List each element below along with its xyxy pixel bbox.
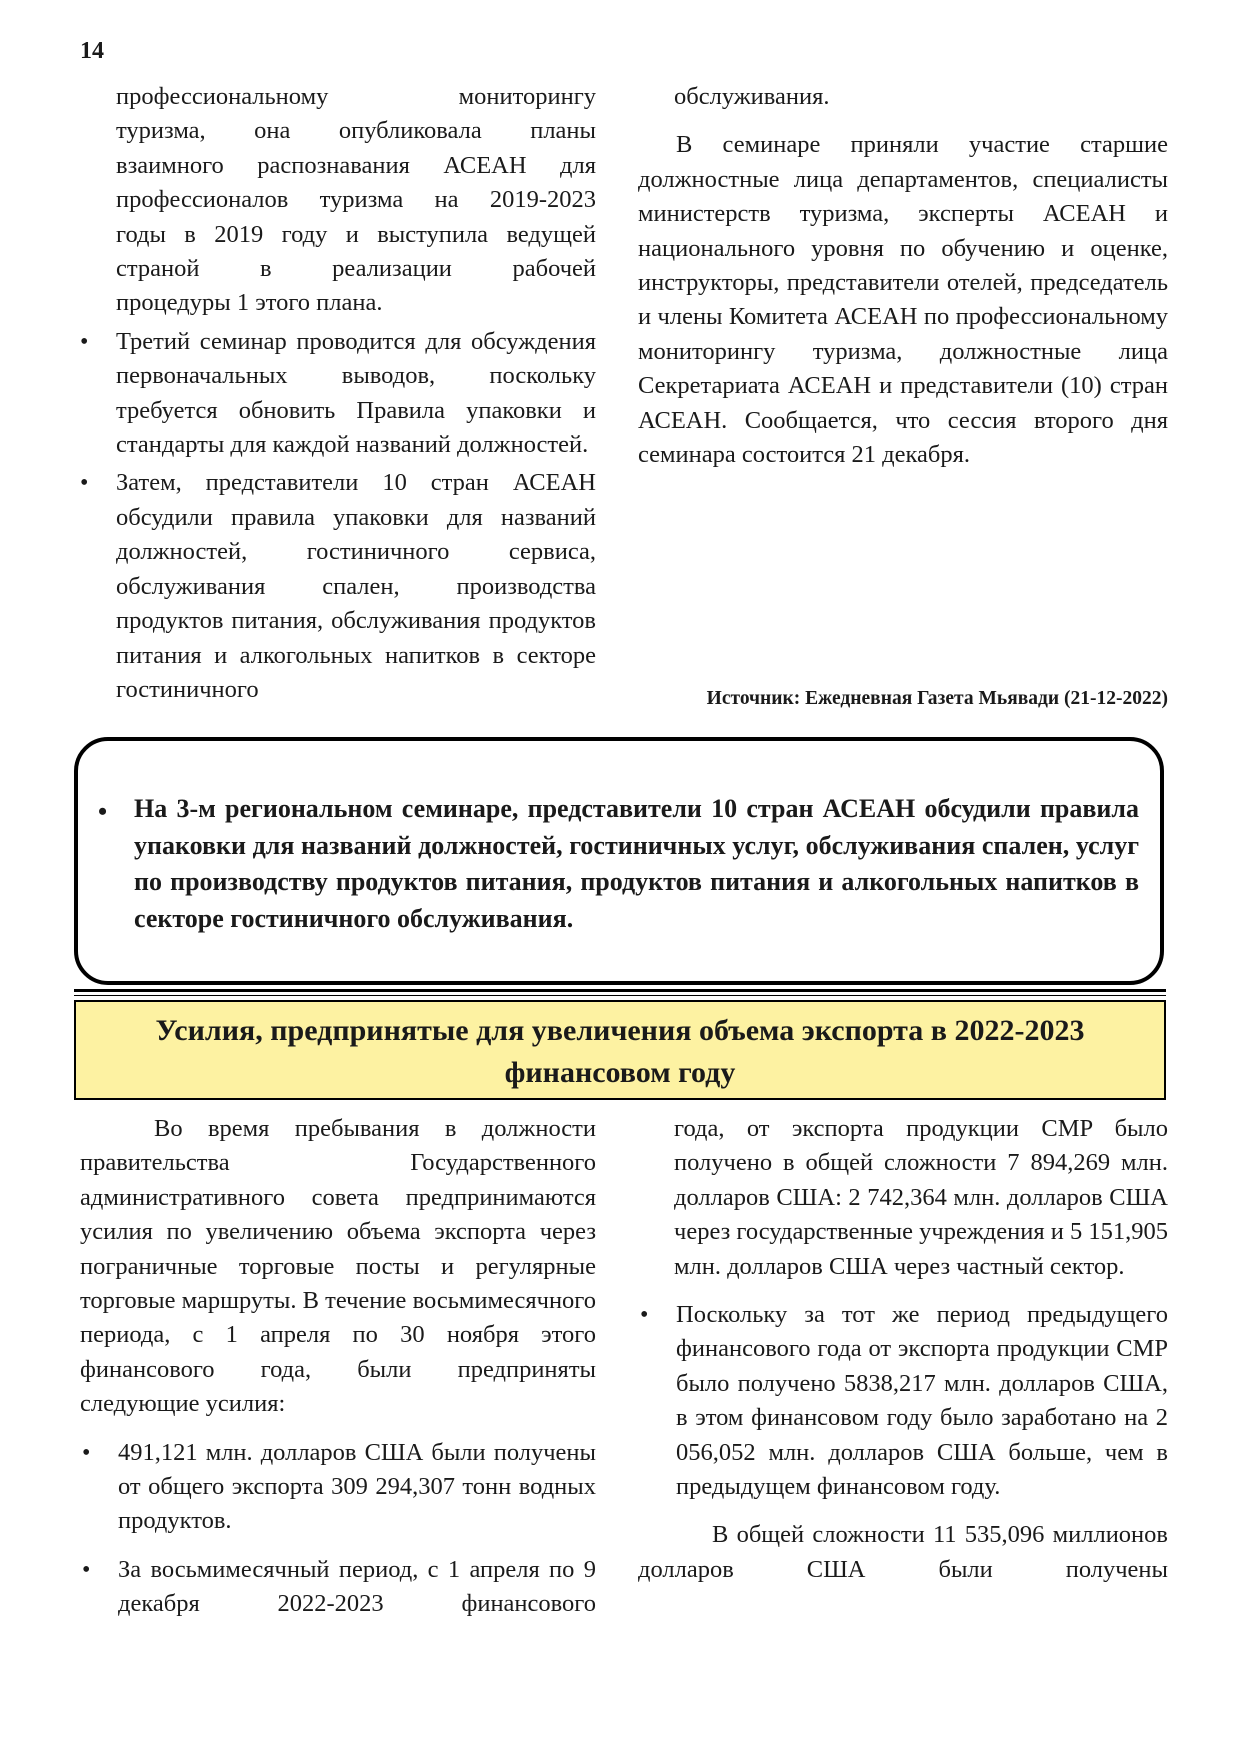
intro-line: процедуры 1 этого плана. — [116, 289, 383, 317]
continuation-paragraph: года, от экспорта продукции CMP было получено в общей сложности 7 894,269 млн. долларов США: 2 742,364 млн. долларов США через государственные учреждения и 5 151,905 млн. долларов США через частный сектор. — [674, 1115, 1168, 1280]
paragraph: Во время пребывания в должности правительства Государственного административного совета предпринимаются усилия по увеличению объема экспорта через пограничные торговые посты и регулярные торговые маршруты. В течение восьмимесячного периода, с 1 апреля по 30 ноября этого финансового года, были предприняты следующие усилия: — [80, 1115, 596, 1418]
section-title — [74, 1000, 1166, 1100]
section-title-line: финансовом году — [504, 1056, 736, 1089]
bullet-list — [78, 325, 596, 707]
list-item: • Затем, представители 10 стран АСЕАН обсудили правила упаковки для названий должностей, гостиничного сервиса, обслуживания спален, производства продуктов питания, обслуживания продуктов питания и алкогольных напитков в секторе гостиничного — [78, 466, 596, 707]
section-title-line: Усилия, предпринятые для увеличения объема экспорта в 2022-2023 — [155, 1014, 1085, 1047]
highlight-text: На 3-м региональном семинаре, представители 10 стран АСЕАН обсудили правила упаковки для названий должностей, гостиничных услуг, обслуживания спален, услуг по производству продуктов питания, продуктов питания и алкогольных напитков в секторе гостиничного обслуживания. — [134, 794, 1139, 933]
highlight-box — [74, 737, 1164, 985]
list-item: • 491,121 млн. долларов США были получены от общего экспорта 309 294,307 тонн водных продуктов. — [80, 1436, 596, 1539]
divider — [74, 995, 1166, 996]
intro-line: туризма, она опубликовала планы — [116, 117, 596, 145]
intro-line: профессиональному мониторингу — [116, 83, 596, 110]
bullet-icon: • — [98, 797, 108, 826]
page-number: 14 — [80, 38, 104, 64]
list-item: • Третий семинар проводится для обсуждения первоначальных выводов, поскольку требуется обновить Правила упаковки и стандарты для каждой названий должностей. — [78, 325, 596, 463]
bottom-left-column — [80, 1112, 596, 1622]
bullet-list — [638, 1298, 1168, 1504]
intro-line: годы в 2019 году и выступила ведущей — [116, 220, 596, 248]
intro-line: взаимного распознавания АСЕАН для — [116, 151, 596, 179]
divider — [74, 989, 1166, 992]
source-credit: Источник: Ежедневная Газета Мьявади (21-12-2022) — [706, 688, 1168, 709]
bottom-right-column — [638, 1112, 1168, 1587]
paragraph: В общей сложности 11 535,096 миллионов долларов США были получены — [638, 1521, 1168, 1583]
intro-line: страной в реализации рабочей — [116, 255, 596, 283]
intro-line: профессионалов туризма на 2019-2023 — [116, 186, 596, 214]
continuation-line: обслуживания. — [674, 83, 830, 110]
paragraph: В семинаре приняли участие старшие должностные лица департаментов, специалисты министерств туризма, эксперты АСЕАН и национального уровня по обучению и оценке, инструкторы, представители отелей, председатель и члены Комитета АСЕАН по профессиональному мониторингу туризма, должностные лица Секретариата АСЕАН и представители (10) стран АСЕАН. Сообщается, что сессия второго дня семинара состоится 21 декабря. — [638, 131, 1168, 469]
bullet-list — [80, 1436, 596, 1622]
top-right-column — [638, 80, 1168, 472]
top-left-column — [116, 80, 596, 707]
list-item: • Поскольку за тот же период предыдущего финансового года от экспорта продукции CMP было получено 5838,217 млн. долларов США, в этом финансовом году было заработано на 2 056,052 млн. долларов США больше, чем в предыдущем финансовом году. — [638, 1298, 1168, 1504]
list-item: • За восьмимесячный период, с 1 апреля по 9 декабря 2022-2023 финансового — [80, 1553, 596, 1622]
